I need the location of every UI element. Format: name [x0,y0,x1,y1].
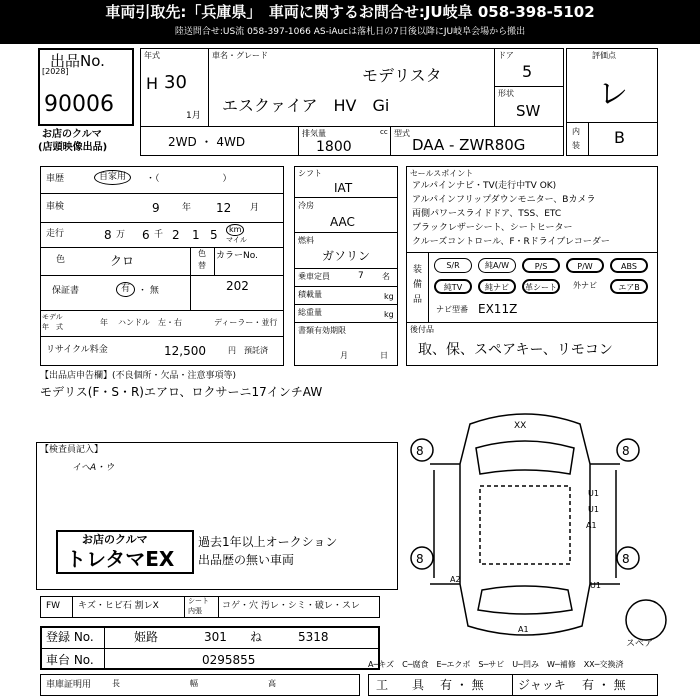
model-year-label-1: モデル [42,313,63,321]
mileage-sen-unit: 千 [154,230,164,240]
mileage-man-unit: 万 [116,230,126,240]
warranty-yes: 有 [116,282,135,297]
fuel-value: ガソリン [322,249,371,263]
mileage-digit-1: 5 [210,228,218,242]
equip-power-steering: P/S [522,258,560,273]
legend-seat-1: シート [188,597,209,605]
sales-label: セールスポイント [410,169,474,178]
legend-seat-2: 内張 [188,607,202,615]
banner-shop: お店のクルマ [82,533,148,546]
name-label: 車名・グレード [212,51,268,60]
year-era: H [146,74,159,93]
cert-label: 車庫証明用 [46,680,92,690]
accessories-value: 取、保、スペアキー、リモコン [418,342,613,358]
dealer-type: ディーラー・並行 [214,318,278,327]
type-label: 型式 [394,129,410,138]
legend-tail: コゲ・穴 汚レ・シミ・破レ・スレ [222,601,360,611]
shop-sublabel: (店頭映像出品) [38,142,108,153]
dereg-month: 月 [340,351,348,360]
chassis-value: 0295855 [202,653,256,667]
year-month: 1月 [186,111,201,121]
jack-value: 有 ・ 無 [582,678,626,692]
inspection-label: 車検 [46,202,65,212]
recycle-label: リサイクル料金 [46,345,108,355]
car-diagram [410,404,680,654]
lot-number: 90006 [44,92,114,117]
nav-model-label: ナビ型番 [436,305,468,314]
tire-label-front-left: 8 [416,444,424,458]
mileage-digit-2: 1 [192,228,200,242]
chassis-label: 車台 No. [46,653,94,667]
jack-label: ジャッキ [518,678,566,692]
tire-label-front-right: 8 [622,444,630,458]
equipment-label-1: 装 [413,265,423,275]
inspection-year: 9 [152,201,160,215]
sales-line-3: 両側パワースライドドア、TSS、ETC [412,209,562,219]
equip-airbag: エアB [610,279,648,294]
inspector-scribble: イヘA・ウ [72,463,115,473]
gross-label: 総重量 [298,308,322,317]
doors-label: ドア [498,51,514,60]
mileage-label: 走行 [46,229,65,239]
mileage-man: 8 [104,228,112,242]
recycle-amount: 12,500 [164,344,206,358]
score-value: レ [598,77,628,112]
registration-city: 姫路 [134,630,159,644]
doors-value: 5 [522,62,533,81]
color-label: 色 [56,255,66,265]
drive-type: 2WD ・ 4WD [168,135,246,149]
shift-value: IAT [334,181,353,195]
banner-line-2: 出品歴の無い車両 [198,553,295,567]
cc-unit: cc [380,128,388,136]
equip-leather-seat: 革シート [522,279,560,294]
capacity-label: 乗車定員 [298,272,330,281]
legend-fw: FW [46,601,61,611]
year-label: 年式 [144,51,160,60]
lot-year-stamp: [2028] [42,67,69,76]
color-code: 202 [226,279,249,293]
warranty-no: ・ 無 [138,286,159,296]
tire-label-rear-left: 8 [416,552,424,566]
mark-rear: A1 [518,625,529,634]
grade-name: エスクァイア HV Gi [222,96,390,115]
history-label: 車歴 [46,174,65,184]
registration-number-2: 5318 [298,630,329,644]
dereg-day: 日 [380,351,388,360]
equip-power-windows: P/W [566,258,604,273]
warranty-label: 保証書 [52,286,80,296]
equip-sunroof: S/R [434,258,472,273]
damage-legend: A─キズ C─腐食 E─エクボ S─サビ U─凹み W─補修 XX─交換済 [368,660,624,669]
capacity-value: 7 [358,271,364,281]
banner-brand: トレタマEX [66,547,175,571]
mileage-unit-mile: マイル [226,236,247,244]
sales-line-5: クルーズコントロール、F・Rドライブレコーダー [412,237,610,247]
accessories-label: 後付品 [410,325,434,334]
handle-side: ハンドル 左・右 [118,318,182,327]
sales-line-1: アルパインナビ・TV(走行中TV OK) [412,181,557,191]
notes-value: モデリス(F・S・R)エアロ、ロクサーニ17インチAW [40,385,323,399]
interior-label-2: 装 [572,141,580,150]
shape-label: 形状 [498,89,514,98]
ac-label: 冷房 [298,201,314,210]
tire-label-rear-right: 8 [622,552,630,566]
mileage-digit-3: 2 [172,228,180,242]
lot-label: 出品No. [50,52,105,70]
mark-right-rear: U1 [590,581,601,590]
equip-alloy-wheels: 純A/W [478,258,516,273]
legend-items: キズ・ヒビ石 割レX [78,601,159,611]
spec-table [294,166,398,366]
displacement-value: 1800 [316,139,352,155]
mark-right-3: A1 [586,521,597,530]
tools-label: 工 具 [376,678,425,692]
header-title: 車両引取先:「兵庫県」 車両に関するお問合せ:JU岐阜 058-398-5102 [105,3,595,21]
gross-unit: kg [384,310,394,319]
interior-label-1: 内 [572,127,580,136]
mark-left-rear: A2 [450,575,461,584]
cert-height: 高 [268,679,276,688]
color-change-1: 色 [198,249,206,258]
interior-value: B [614,128,625,147]
equipment-label-2: 備 [413,280,423,290]
cert-width: 幅 [190,679,198,688]
history-value: 自家用 [94,170,131,185]
registration-label: 登録 No. [46,630,94,644]
equip-oem-nav: 純ナビ [478,279,516,294]
tools-value: 有 ・ 無 [440,678,484,692]
rear-window [478,586,572,614]
equipment-label-3: 品 [413,295,423,305]
mark-right-2: U1 [588,505,599,514]
mileage-unit-km: km [226,224,244,236]
capacity-unit: 名 [382,272,390,281]
cert-length: 長 [112,679,120,688]
fuel-label: 燃料 [298,236,314,245]
equip-abs: ABS [610,258,648,273]
sales-line-4: ブラックレザーシート、シートヒーター [412,223,573,233]
header-bar [0,0,700,44]
load-unit: kg [384,292,394,301]
score-label: 評価点 [592,51,616,60]
mark-front: XX [514,421,527,431]
color-code-label: カラーNo. [216,251,258,261]
equip-aftermarket-nav: 外ナビ [573,281,597,290]
inspector-title: 【検査員記入】 [40,445,104,455]
displacement-label: 排気量 [302,129,326,138]
model-year-label-2: 年 式 [42,323,63,331]
notes-title: 【出品店申告欄】(不良個所・欠品・注意事項等) [40,371,237,381]
shop-label: お店のクルマ [42,129,102,140]
mark-right-1: U1 [588,489,599,498]
color-value: クロ [110,254,135,268]
sales-line-2: アルパインフリップダウンモニター、Bカメラ [412,195,596,205]
roof-area [480,486,570,564]
banner-line-1: 過去1年以上オークション [198,535,338,549]
ac-value: AAC [330,215,355,229]
inspection-month-unit: 月 [250,203,260,213]
color-change-2: 替 [198,261,206,270]
year-value: 30 [164,72,187,93]
registration-kana: ね [250,630,263,644]
inspection-month: 12 [216,201,232,215]
header-subtitle: 陸送問合せ:US流 058-397-1066 AS-iAucは落札日の7日後以降にJU岐阜会場から搬出 [174,27,526,37]
nav-model-value: EX11Z [478,302,518,316]
equip-oem-tv: 純TV [434,279,472,294]
mileage-sen: 6 [142,228,150,242]
recycle-note: 預託済 [244,346,268,355]
registration-number-1: 301 [204,630,227,644]
spare-label: スペア [626,639,654,649]
inspection-year-unit: 年 [182,203,192,213]
history-rest: ・（ ） [146,174,232,184]
load-label: 積載量 [298,290,322,299]
model-name: モデリスタ [362,66,442,85]
shape-value: SW [516,102,541,120]
model-code: DAA - ZWR80G [412,136,526,154]
spare-tire [626,600,666,640]
model-year-unit: 年 [100,318,108,327]
dereg-label: 書類有効期限 [298,326,346,335]
recycle-unit: 円 [228,346,236,355]
windshield [476,441,574,474]
shift-label: シフト [298,169,322,178]
